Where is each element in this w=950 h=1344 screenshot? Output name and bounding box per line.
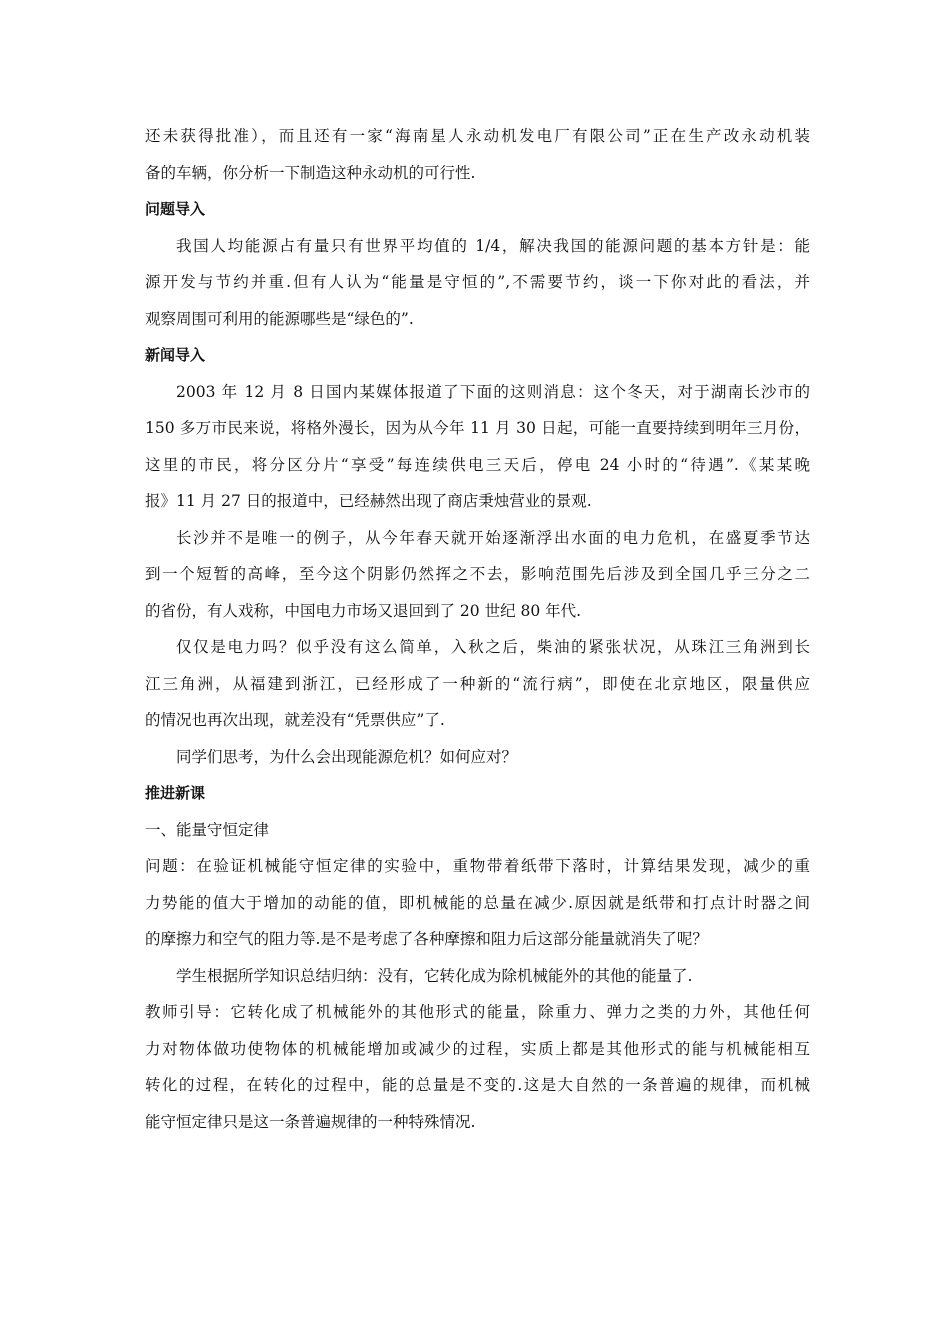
lesson-heading: 推进新课 [145, 784, 206, 802]
teacher-guide-line: 转化的过程，在转化的过程中，能的总量是不变的.这是大自然的一条普遍的规律，而机械 [145, 1076, 810, 1094]
question-line: 力势能的值大于增加的动能的值，即机械能的总量在减少.原因就是纸带和打点计时器之间 [145, 893, 810, 912]
student-summary: 学生根据所学知识总结归纳：没有，它转化成为除机械能外的其他的能量了. [176, 966, 693, 985]
problem-line: 我国人均能源占有量只有世界平均值的 1/4，解决我国的能源问题的基本方针是：能 [176, 236, 810, 255]
news-paragraph1-line: 2003 年 12 月 8 日国内某媒体报道了下面的这则消息：这个冬天，对于湖南长沙市的 [176, 382, 810, 401]
news-paragraph1-line: 报》11 月 27 日的报道中，已经赫然出现了商店秉烛营业的景观. [145, 492, 592, 510]
problem-line: 源开发与节约并重.但有人认为“能量是守恒的”,不需要节约，谈一下你对此的看法，并 [145, 273, 810, 291]
lesson-subheading: 一、能量守恒定律 [145, 820, 270, 839]
news-paragraph3-line: 仅仅是电力吗？似乎没有这么简单，入秋之后，柴油的紧张状况，从珠江三角洲到长 [176, 638, 810, 656]
news-paragraph3-line: 的情况也再次出现，就差没有“凭票供应”了. [145, 711, 445, 729]
document-body [145, 118, 810, 1140]
news-paragraph4: 同学们思考，为什么会出现能源危机？如何应对？ [176, 747, 518, 766]
question-line: 的摩擦力和空气的阻力等.是不是考虑了各种摩擦和阻力后这部分能量就消失了呢？ [145, 930, 708, 948]
news-paragraph3-line: 江三角洲，从福建到浙江，已经形成了一种新的“流行病”，即使在北京地区，限量供应 [145, 674, 810, 693]
teacher-guide-line: 力对物体做功使物体的机械能增加或减少的过程，实质上都是其他形式的能与机械能相互 [145, 1039, 810, 1058]
news-paragraph2-line: 的省份，有人戏称，中国电力市场又退回到了 20 世纪 80 年代. [145, 601, 582, 620]
teacher-guide-line: 能守恒定律只是这一条普遍规律的一种特殊情况. [145, 1112, 476, 1131]
problem-heading: 问题导入 [145, 200, 206, 218]
teacher-guide-line: 教师引导：它转化成了机械能外的其他形式的能量，除重力、弹力之类的力外，其他任何 [145, 1003, 810, 1021]
news-heading: 新闻导入 [145, 346, 206, 364]
problem-line: 观察周围可利用的能源哪些是“绿色的”. [145, 309, 414, 328]
news-paragraph1-line: 150 多万市民来说，将格外漫长，因为从今年 11 月 30 日起，可能一直要持续到明年三月份， [145, 419, 810, 437]
intro-line: 还未获得批准），而且还有一家“海南星人永动机发电厂有限公司”正在生产改永动机装 [145, 127, 810, 145]
news-paragraph2-line: 长沙并不是唯一的例子，从今年春天就开始逐渐浮出水面的电力危机，在盛夏季节达 [176, 528, 810, 547]
news-paragraph1-line: 这里的市民，将分区分片“享受”每连续供电三天后，停电 24 小时的“待遇”.《某某晚 [145, 455, 810, 474]
intro-line: 备的车辆，你分析一下制造这种永动机的可行性. [145, 163, 476, 182]
question-line: 问题：在验证机械能守恒定律的实验中，重物带着纸带下落时，计算结果发现，减少的重 [145, 857, 810, 875]
news-paragraph2-line: 到一个短暂的高峰，至今这个阴影仍然挥之不去，影响范围先后涉及到全国几乎三分之二 [145, 565, 810, 583]
